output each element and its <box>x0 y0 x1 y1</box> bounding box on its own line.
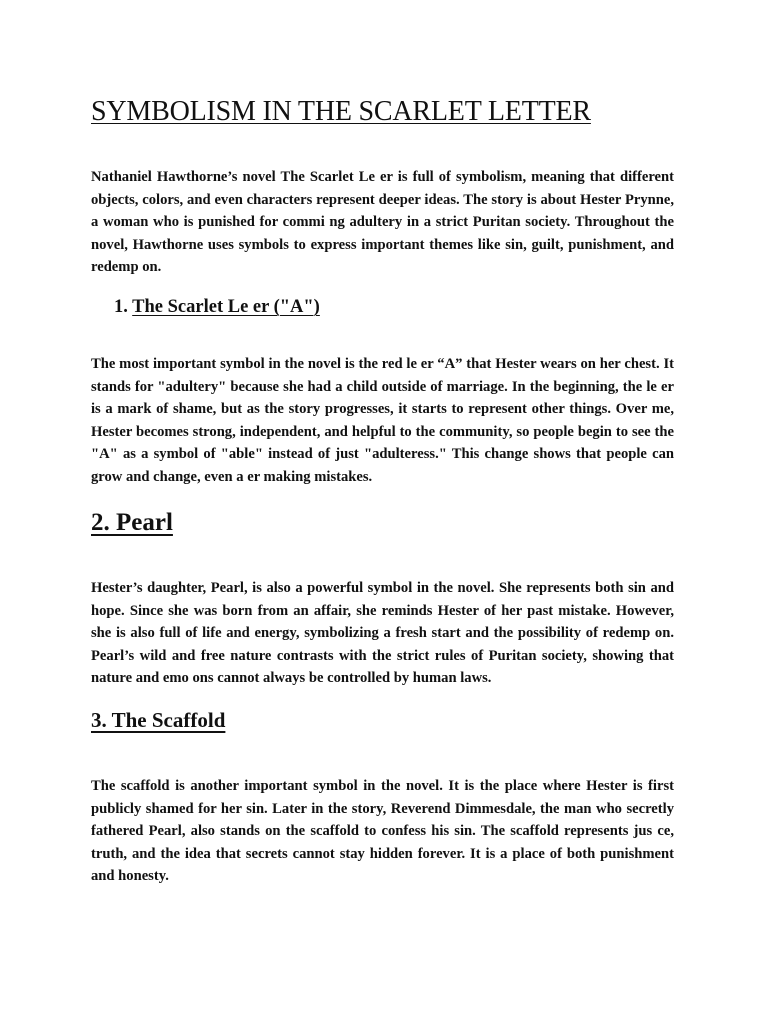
section-heading-scaffold: 3. The Scaffold <box>91 708 226 732</box>
pearl-paragraph: Hester’s daughter, Pearl, is also a powerful symbol in the novel. She represents both sin and hope. Since she was born from an affair, she reminds Hester of her past mistake. However, she is also full of life and energy, symbolizing a fresh start and the possibility of redemp on. Pearl’s wild and free nature contrasts with the strict rules of Puritan society, showing that nature and emo ons cannot always be controlled by human laws. <box>91 580 674 686</box>
page-title: SYMBOLISM IN THE SCARLET LETTER <box>91 96 591 127</box>
section-number: 1. <box>114 297 128 317</box>
section-heading-text: The Scarlet Le er ("A") <box>132 297 320 317</box>
section-heading-pearl: 2. Pearl <box>91 509 173 536</box>
section-heading-scarlet-letter <box>114 297 320 318</box>
intro-paragraph: Nathaniel Hawthorne’s novel The Scarlet Le er is full of symbolism, meaning that different objects, colors, and even characters represent deeper ideas. The story is about Hester Prynne, a woman who is punished for commi ng adultery in a strict Puritan society. Throughout the novel, Hawthorne uses symbols to express important themes like sin, guilt, punishment, and redemp on. <box>91 169 674 275</box>
scaffold-paragraph: The scaffold is another important symbol in the novel. It is the place where Hester is first publicly shamed for her sin. Later in the story, Reverend Dimmesdale, the man who secretly fathered Pearl, also stands on the scaffold to confess his sin. The scaffold represents jus ce, truth, and the idea that secrets cannot stay hidden forever. It is a place of both punishment and honesty. <box>91 778 674 884</box>
scarlet-letter-paragraph: The most important symbol in the novel is the red le er “A” that Hester wears on her chest. It stands for "adultery" because she had a child outside of marriage. In the beginning, the le er is a mark of shame, but as the story progresses, it starts to represent other things. Over me, Hester becomes strong, independent, and helpful to the community, so people begin to see the "A" as a symbol of "able" instead of just "adulteress." This change shows that people can grow and change, even a er making mistakes. <box>91 356 674 485</box>
